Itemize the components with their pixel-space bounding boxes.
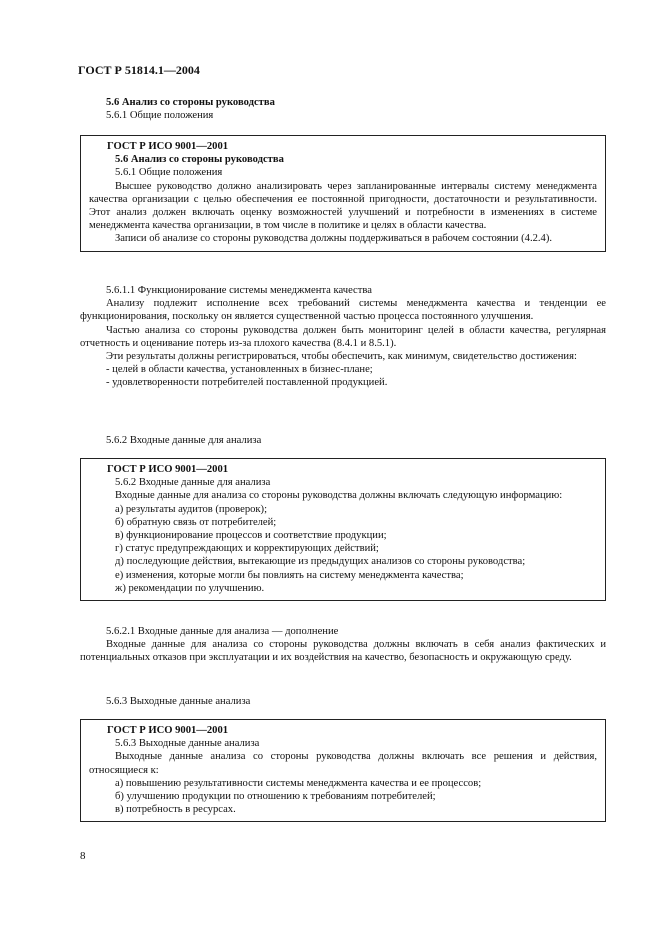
subsection-title: 5.6.1 Общие положения (106, 110, 214, 122)
box-standard-ref: ГОСТ Р ИСО 9001—2001 (107, 725, 229, 736)
section-5-6 (80, 96, 606, 122)
paragraph: Эти результаты должны регистрироваться, чтобы обеспечить, как минимум, свидетельство достижения: (106, 351, 577, 363)
paragraph: Анализу подлежит исполнение всех требований системы менеджмента качества и тенденции ее функционирования, поскольку он является существенной частью процесса постоянного улучшения. (80, 298, 606, 323)
list-item: г) статус предупреждающих и корректирующих действий; (115, 543, 379, 555)
subsection-title: 5.6.2.1 Входные данные для анализа — дополнение (106, 626, 339, 637)
paragraph: Частью анализа со стороны руководства должен быть мониторинг целей в области качества, регулярная отчетность и оценивание потерь из-за плохого качества (8.4.1 и 8.5.1). (80, 324, 606, 349)
section-5-6-2-1 (80, 625, 606, 665)
section-5-6-2 (80, 434, 606, 447)
box-paragraph: Выходные данные анализа со стороны руководства должны включать все решения и действия, относящиеся к: (89, 751, 597, 776)
quote-box-1 (80, 135, 606, 252)
box-subsection-title: 5.6.1 Общие положения (115, 167, 223, 179)
section-5-6-3 (80, 695, 606, 708)
box-subsection-title: 5.6.2 Входные данные для анализа (115, 477, 271, 489)
box-paragraph: Высшее руководство должно анализировать через запланированные интервалы систему менеджмента качества организации с целью обеспечения ее постоянной пригодности, достаточности и результативности. Этот анализ должен включать оценку возможностей улучшений и потребности в изменениях в системе менеджмента качества организации, в том числе в политике и целях в области качества. (89, 180, 597, 232)
list-item: б) обратную связь от потребителей; (115, 516, 277, 528)
section-5-6-1-1 (80, 284, 606, 390)
list-item: б) улучшению продукции по отношению к требованиям потребителей; (115, 791, 436, 803)
list-item: а) результаты аудитов (проверок); (115, 503, 268, 515)
list-item: ж) рекомендации по улучшению. (115, 582, 265, 594)
box-standard-ref: ГОСТ Р ИСО 9001—2001 (107, 141, 229, 152)
list-item: а) повышению результативности системы менеджмента качества и ее процессов; (115, 777, 482, 789)
document-header: ГОСТ Р 51814.1—2004 (78, 63, 200, 77)
subsection-title: 5.6.1.1 Функционирование системы менеджмента качества (106, 285, 372, 296)
list-item: - удовлетворенности потребителей поставленной продукцией. (106, 377, 388, 389)
section-title: 5.6 Анализ со стороны руководства (106, 97, 275, 108)
subsection-title: 5.6.2 Входные данные для анализа (106, 435, 262, 446)
page-number: 8 (80, 850, 86, 862)
list-item: - целей в области качества, установленных в бизнес-плане; (106, 364, 373, 376)
paragraph: Входные данные для анализа со стороны руководства должны включать в себя анализ фактических и потенциальных отказов при эксплуатации и их воздействия на качество, безопасность и окружающую среду. (80, 639, 606, 664)
box-paragraph: Входные данные для анализа со стороны руководства должны включать следующую информацию: (115, 490, 563, 502)
box-section-title: 5.6 Анализ со стороны руководства (115, 154, 284, 166)
list-item: д) последующие действия, вытекающие из предыдущих анализов со стороны руководства; (115, 556, 526, 568)
box-subsection-title: 5.6.3 Выходные данные анализа (115, 738, 260, 750)
box-standard-ref: ГОСТ Р ИСО 9001—2001 (107, 464, 229, 475)
list-item: е) изменения, которые могли бы повлиять на систему менеджмента качества; (115, 569, 464, 581)
list-item: в) потребность в ресурсах. (115, 804, 236, 816)
quote-box-3 (80, 719, 606, 822)
subsection-title: 5.6.3 Выходные данные анализа (106, 696, 251, 707)
list-item: в) функционирование процессов и соответствие продукции; (115, 530, 387, 542)
quote-box-2 (80, 458, 606, 601)
box-paragraph: Записи об анализе со стороны руководства должны поддерживаться в рабочем состоянии (4.2.4). (115, 233, 553, 245)
